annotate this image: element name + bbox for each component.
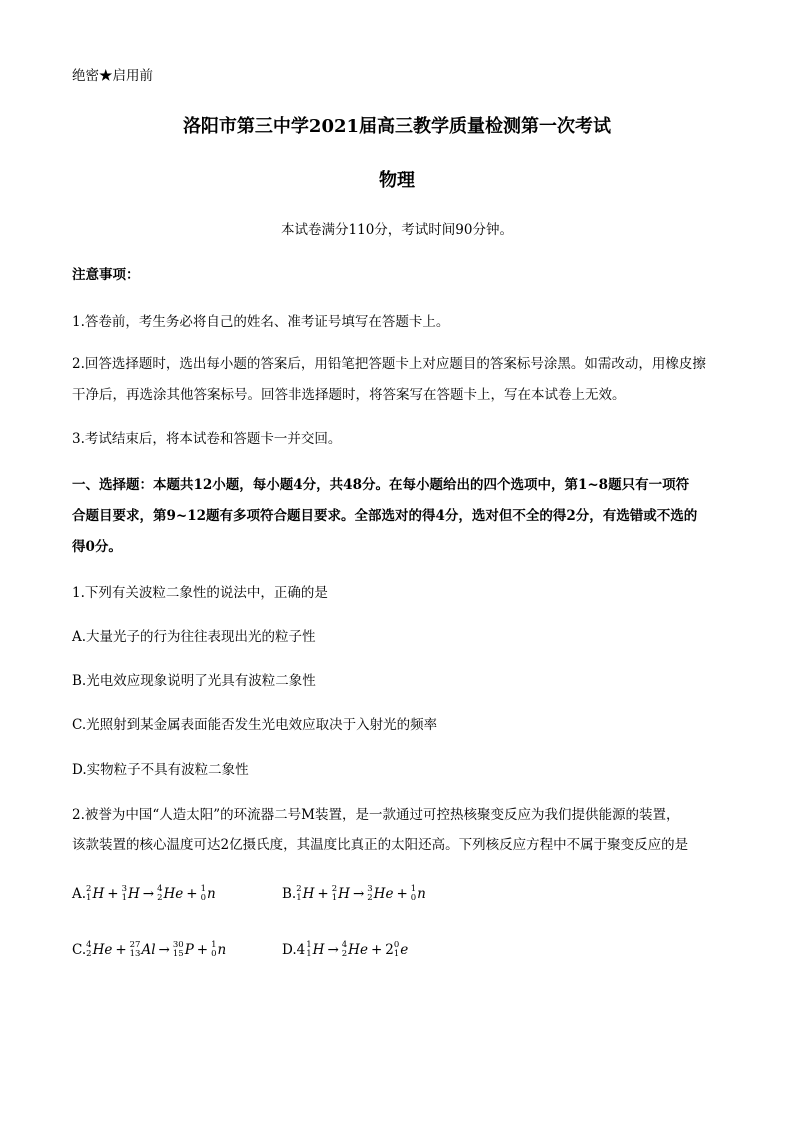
note-item-1: 1.答卷前，考生务必将自己的姓名、准考证号填写在答题卡上。 bbox=[72, 314, 450, 330]
nuclide bbox=[411, 885, 426, 904]
note-item-2: 2.回答选择题时，选出每小题的答案后，用铅笔把答题卡上对应题目的答案标号涂黑。如需改动，用橡皮擦 bbox=[72, 356, 706, 372]
atomic-number: 1 bbox=[331, 892, 338, 903]
secret-label: 绝密★启用前 bbox=[72, 68, 153, 84]
nuclide bbox=[394, 941, 408, 960]
mass-number: 3 bbox=[367, 883, 373, 894]
element-symbol: e bbox=[400, 942, 409, 958]
nuclide-numbers bbox=[342, 941, 347, 959]
nuclide-numbers bbox=[157, 885, 162, 903]
reaction-arrow: → bbox=[327, 942, 339, 958]
element-symbol: P bbox=[184, 942, 194, 958]
atomic-number: 2 bbox=[367, 892, 373, 903]
exam-title: 洛阳市第三中学2021届高三教学质量检测第一次考试 bbox=[182, 116, 612, 137]
atomic-number: 0 bbox=[200, 892, 206, 903]
plus-sign: + bbox=[186, 886, 198, 902]
coefficient: 4 bbox=[296, 942, 306, 958]
element-symbol: H bbox=[338, 886, 350, 902]
nuclide bbox=[201, 885, 216, 904]
nuclide bbox=[306, 941, 324, 960]
mass-number: 2 bbox=[86, 883, 92, 894]
nuclide bbox=[130, 941, 156, 960]
q2-stem-line-1: 2.被誉为中国“人造太阳”的环流器二号M装置，是一款通过可控热核聚变反应为我们提供能源的装置， bbox=[72, 807, 680, 823]
q2-option-d bbox=[282, 941, 408, 960]
nuclide bbox=[296, 885, 314, 904]
nuclide bbox=[157, 885, 183, 904]
atomic-number: 1 bbox=[121, 892, 127, 903]
q2-option-b bbox=[282, 885, 426, 904]
q2-stem-line-2: 该款装置的核心温度可达2亿摄氏度，其温度比真正的太阳还高。下列核反应方程中不属于聚变反应的是 bbox=[72, 837, 689, 853]
nuclide bbox=[122, 885, 140, 904]
q2-option-a-equation bbox=[86, 883, 216, 903]
nuclide bbox=[211, 941, 226, 960]
plus-sign: + bbox=[370, 942, 383, 958]
subject-title: 物理 bbox=[379, 170, 415, 191]
nuclide-numbers bbox=[296, 885, 301, 903]
q1-stem: 1.下列有关波粒二象性的说法中，正确的是 bbox=[72, 585, 328, 601]
section1-line-2: 合题目要求，第9~12题有多项符合题目要求。全部选对的得4分，选对但不全的得2分，有选错或不选的 bbox=[72, 508, 698, 524]
atomic-number: 1 bbox=[296, 892, 302, 903]
mass-number: 1 bbox=[200, 883, 206, 894]
coefficient: 2 bbox=[385, 942, 394, 958]
atomic-number: 2 bbox=[341, 948, 348, 959]
atomic-number: 2 bbox=[86, 948, 92, 959]
notes-heading: 注意事项： bbox=[72, 267, 140, 283]
nuclide-numbers bbox=[173, 941, 184, 959]
nuclide-numbers bbox=[367, 885, 372, 903]
exam-meta: 本试卷满分110分，考试时间90分钟。 bbox=[281, 222, 513, 238]
mass-number: 1 bbox=[211, 939, 217, 950]
element-symbol: He bbox=[373, 886, 394, 902]
nuclide bbox=[86, 885, 104, 904]
reaction-arrow: → bbox=[142, 886, 155, 902]
atomic-number: 1 bbox=[393, 948, 400, 959]
q1-option-b: B.光电效应现象说明了光具有波粒二象性 bbox=[72, 673, 316, 689]
mass-number: 27 bbox=[129, 939, 141, 950]
q2-option-d-label: D. bbox=[282, 942, 297, 958]
nuclide bbox=[86, 941, 112, 960]
atomic-number: 2 bbox=[157, 892, 163, 903]
nuclide-numbers bbox=[130, 941, 141, 959]
atomic-number: 1 bbox=[306, 948, 312, 959]
q2-option-a bbox=[72, 885, 216, 904]
element-symbol: H bbox=[302, 886, 315, 902]
mass-number: 4 bbox=[86, 939, 92, 950]
element-symbol: H bbox=[127, 886, 140, 902]
atomic-number: 15 bbox=[172, 948, 184, 959]
q2-option-d-equation bbox=[296, 939, 409, 959]
plus-sign: + bbox=[115, 942, 127, 958]
mass-number: 2 bbox=[331, 883, 338, 894]
mass-number: 4 bbox=[157, 883, 163, 894]
section1-line-3: 得0分。 bbox=[72, 539, 122, 555]
nuclide-numbers bbox=[211, 941, 216, 959]
atomic-number: 0 bbox=[211, 948, 217, 959]
element-symbol: n bbox=[207, 886, 216, 902]
mass-number: 1 bbox=[410, 883, 417, 894]
reaction-arrow: → bbox=[158, 942, 170, 958]
mass-number: 0 bbox=[393, 939, 400, 950]
atomic-number: 13 bbox=[129, 948, 141, 959]
nuclide-numbers bbox=[332, 885, 337, 903]
nuclide-numbers bbox=[122, 885, 127, 903]
nuclide-numbers bbox=[411, 885, 416, 903]
q2-option-b-label: B. bbox=[282, 886, 297, 902]
q1-option-a: A.大量光子的行为往往表现出光的粒子性 bbox=[72, 629, 316, 645]
q1-option-c: C.光照射到某金属表面能否发生光电效应取决于入射光的频率 bbox=[72, 717, 438, 733]
mass-number: 2 bbox=[296, 883, 302, 894]
q2-option-a-label: A. bbox=[72, 886, 87, 902]
nuclide-numbers bbox=[306, 941, 311, 959]
nuclide-numbers bbox=[86, 885, 91, 903]
q2-option-c bbox=[72, 941, 226, 960]
plus-sign: + bbox=[396, 886, 408, 902]
element-symbol: He bbox=[163, 886, 184, 902]
nuclide bbox=[342, 941, 368, 960]
element-symbol: He bbox=[348, 942, 368, 958]
nuclide bbox=[332, 885, 350, 904]
mass-number: 1 bbox=[306, 939, 312, 950]
note-item-3: 3.考试结束后，将本试卷和答题卡一并交回。 bbox=[72, 431, 342, 447]
nuclide bbox=[173, 941, 194, 960]
plus-sign: + bbox=[107, 886, 119, 902]
plus-sign: + bbox=[317, 886, 329, 902]
section1-line-1: 一、选择题：本题共12小题，每小题4分，共48分。在每小题给出的四个选项中，第1~8题只有一项符 bbox=[72, 477, 690, 493]
nuclide-numbers bbox=[394, 941, 399, 959]
element-symbol: Al bbox=[141, 942, 156, 958]
element-symbol: H bbox=[92, 886, 105, 902]
nuclide-numbers bbox=[86, 941, 91, 959]
atomic-number: 0 bbox=[410, 892, 417, 903]
mass-number: 30 bbox=[172, 939, 184, 950]
nuclide-numbers bbox=[201, 885, 206, 903]
mass-number: 3 bbox=[121, 883, 127, 894]
q2-option-b-equation bbox=[296, 883, 426, 903]
mass-number: 4 bbox=[341, 939, 348, 950]
atomic-number: 1 bbox=[86, 892, 92, 903]
note-item-2-cont: 干净后，再选涂其他答案标号。回答非选择题时，将答案写在答题卡上，写在本试卷上无效。 bbox=[72, 387, 626, 403]
q2-option-c-label: C. bbox=[72, 942, 87, 958]
reaction-arrow: → bbox=[352, 886, 365, 902]
plus-sign: + bbox=[196, 942, 209, 958]
element-symbol: n bbox=[417, 886, 426, 902]
element-symbol: n bbox=[217, 942, 227, 958]
element-symbol: He bbox=[92, 942, 113, 958]
q1-option-d: D.实物粒子不具有波粒二象性 bbox=[72, 762, 249, 778]
nuclide bbox=[367, 885, 393, 904]
q2-option-c-equation bbox=[86, 939, 227, 959]
element-symbol: H bbox=[312, 942, 325, 958]
